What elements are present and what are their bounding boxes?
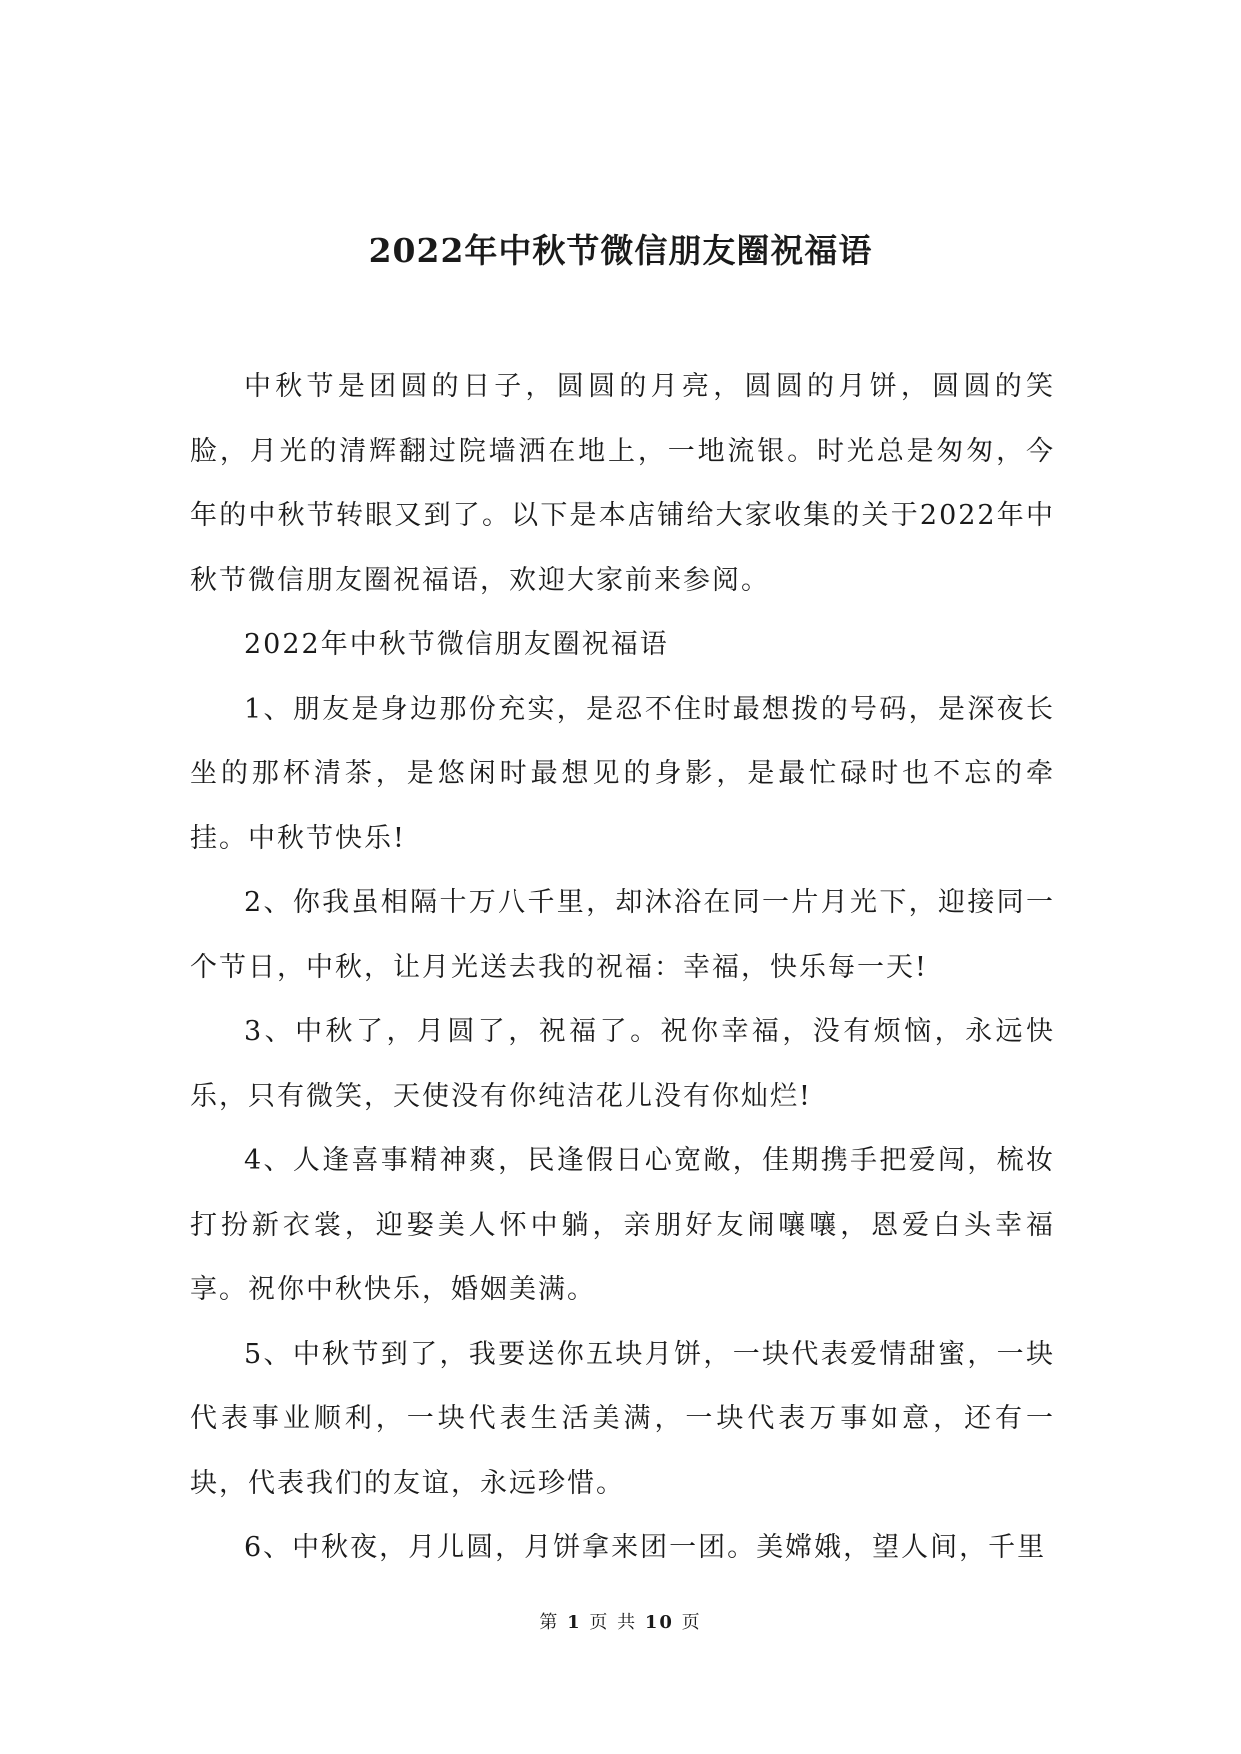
greeting-item-3: 3、中秋了，月圆了，祝福了。祝你幸福，没有烦恼，永远快乐，只有微笑，天使没有你纯洁花儿没有你灿烂! bbox=[190, 1016, 1055, 1112]
greeting-item-5: 5、中秋节到了，我要送你五块月饼，一块代表爱情甜蜜，一块代表事业顺利，一块代表生活美满，一块代表万事如意，还有一块，代表我们的友谊，永远珍惜。 bbox=[190, 1338, 1055, 1499]
greeting-item-2: 2、你我虽相隔十万八千里，却沐浴在同一片月光下，迎接同一个节日，中秋，让月光送去我的祝福：幸福，快乐每一天! bbox=[190, 887, 1055, 983]
intro-paragraph: 中秋节是团圆的日子，圆圆的月亮，圆圆的月饼，圆圆的笑脸，月光的清辉翻过院墙洒在地上，一地流银。时光总是匆匆，今年的中秋节转眼又到了。以下是本店铺给大家收集的关于2022年中秋节微信朋友圈祝福语，欢迎大家前来参阅。 bbox=[190, 371, 1055, 596]
greeting-item-6: 6、中秋夜，月儿圆，月饼拿来团一团。美嫦娥，望人间，千里 bbox=[244, 1532, 1047, 1563]
greeting-item-1: 1、朋友是身边那份充实，是忍不住时最想拨的号码，是深夜长坐的那杯清茶，是悠闲时最想见的身影，是最忙碌时也不忘的牵挂。中秋节快乐! bbox=[190, 693, 1055, 854]
total-pages-number: 10 bbox=[644, 1612, 674, 1633]
current-page-number: 1 bbox=[567, 1612, 582, 1633]
document-title: 2022年中秋节微信朋友圈祝福语 bbox=[368, 231, 873, 270]
footer-suffix: 页 bbox=[681, 1612, 702, 1633]
footer-prefix: 第 bbox=[539, 1612, 560, 1633]
footer-middle: 页 共 bbox=[589, 1612, 638, 1633]
document-body bbox=[190, 355, 1055, 1581]
page-footer bbox=[0, 1608, 1241, 1634]
section-heading: 2022年中秋节微信朋友圈祝福语 bbox=[244, 629, 669, 660]
greeting-item-4: 4、人逢喜事精神爽，民逢假日心宽敞，佳期携手把爱闯，梳妆打扮新衣裳，迎娶美人怀中躺，亲朋好友闹嚷嚷，恩爱白头幸福享。祝你中秋快乐，婚姻美满。 bbox=[190, 1145, 1055, 1305]
